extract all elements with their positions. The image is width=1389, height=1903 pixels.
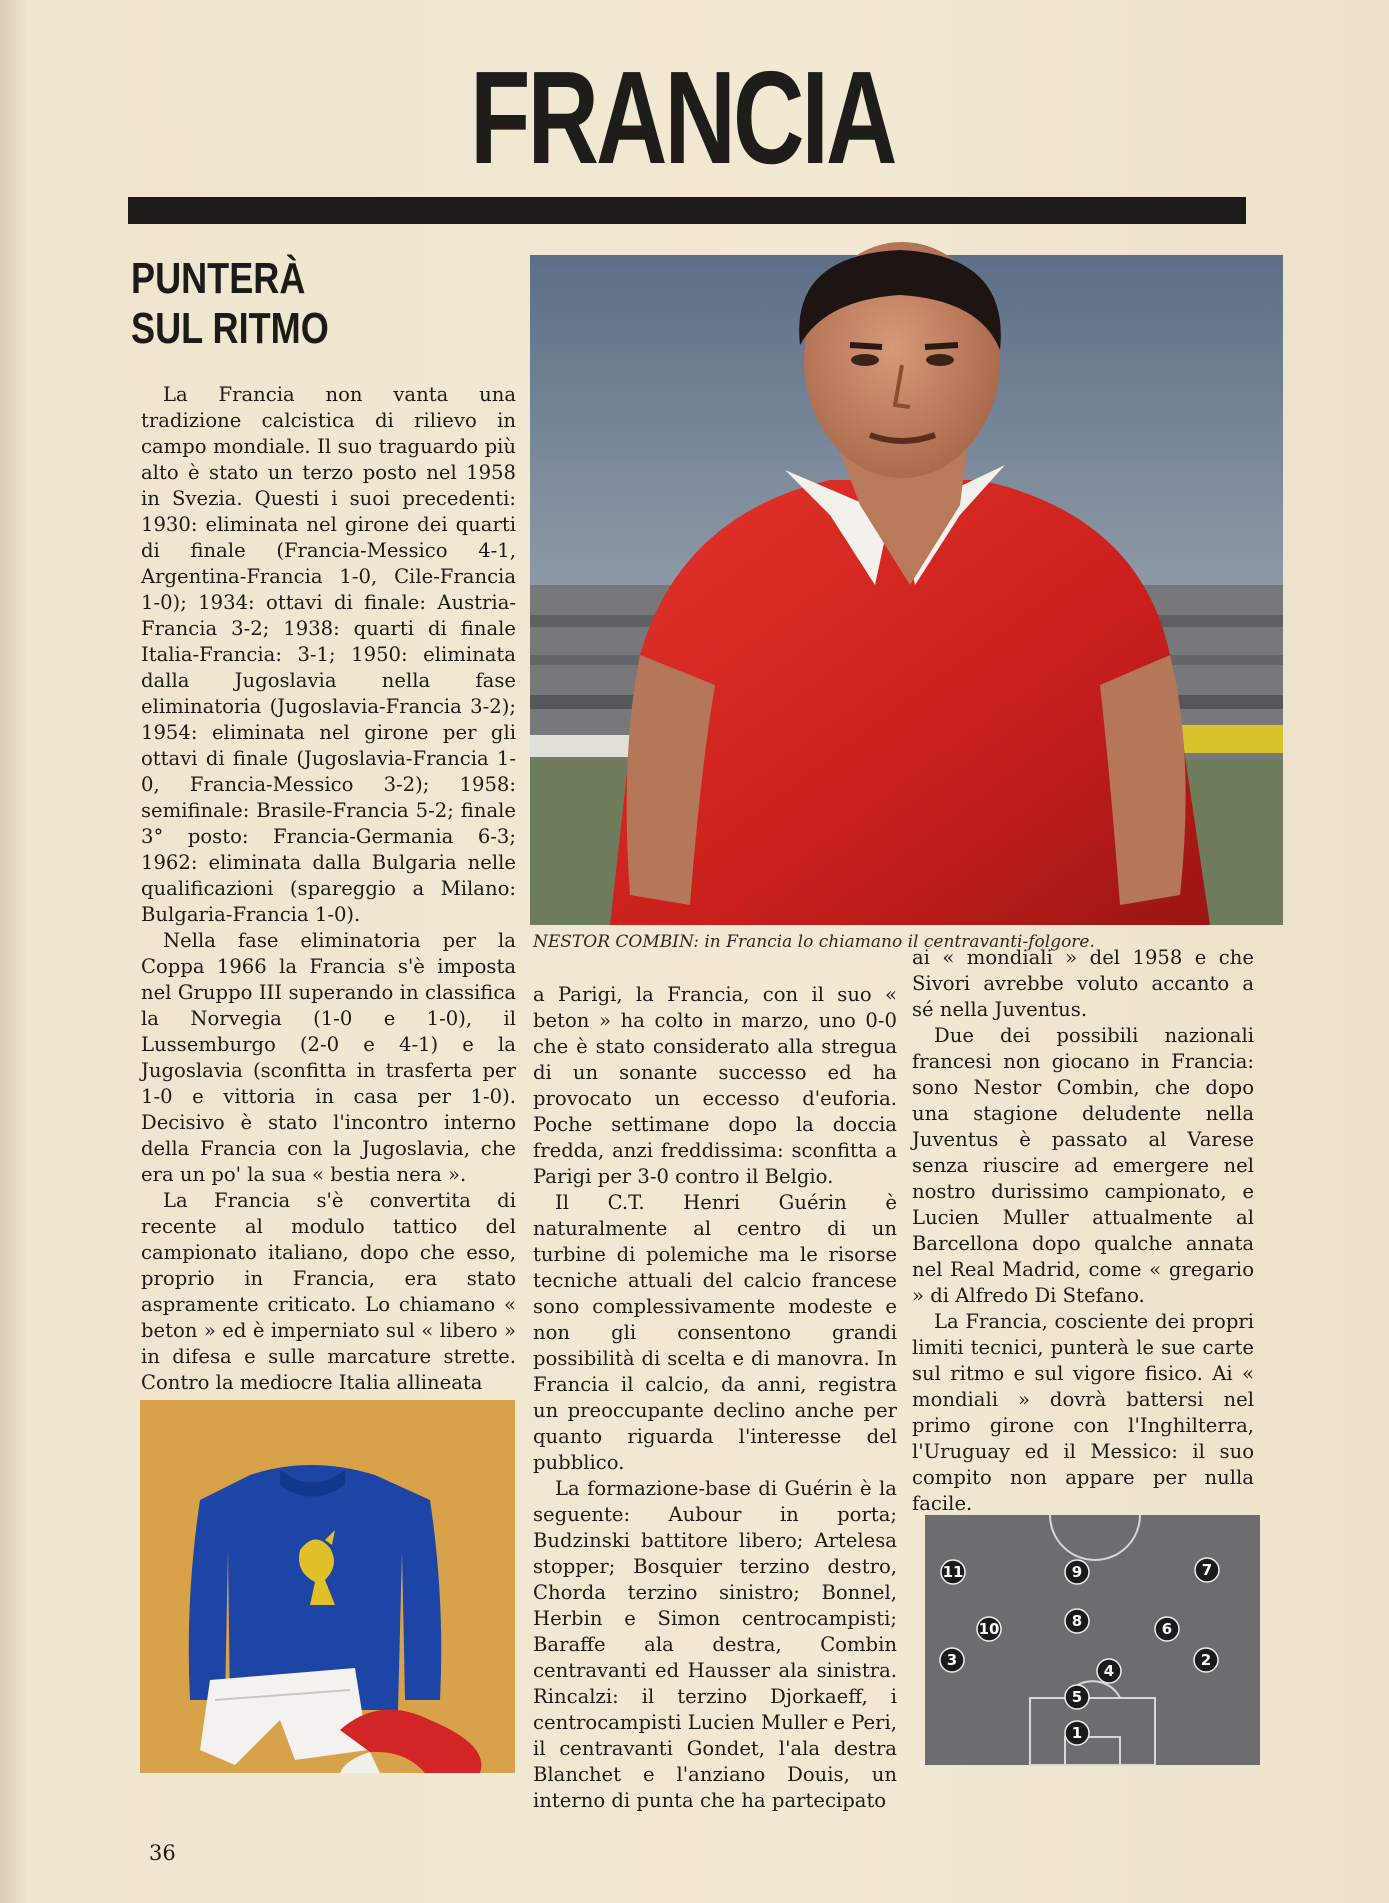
paragraph: a Parigi, la Francia, con il suo « beton » ha colto in marzo, uno 0-0 che è stato considerato alla stregua di un sonante successo ed ha provocato un eccesso d'euforia. Poche settimane dopo la doccia fredda, anzi freddissima: sconfitta a Parigi per 3-0 contro il Belgio. <box>533 983 897 1188</box>
paragraph: ai « mondiali » del 1958 e che Sivori avrebbe voluto accanto a sé nella Juventus. <box>912 946 1254 1021</box>
formation-player-1 <box>1065 1721 1089 1745</box>
formation-number: 5 <box>1071 1688 1083 1706</box>
formation-player-7 <box>1195 1558 1219 1582</box>
paragraph: Il C.T. Henri Guérin è naturalmente al centro di un turbine di polemiche ma le risorse tecniche attuali del calcio francese sono complessivamente modeste e non gli consentono grandi possibilità di scelta e di manovra. In Francia il calcio, da anni, registra un preoccupante declino anche per quanto riguarda l'interesse del pubblico. <box>533 1191 897 1474</box>
headline-line-1: PUNTERÀ <box>131 254 306 303</box>
paragraph: La formazione-base di Guérin è la seguente: Aubour in porta; Budzinski battitore libero; Artelesa stopper; Bosquier terzino destro, Chorda terzino sinistro; Bonnel, Herbin e Simon centrocampisti; Baraffe ala destra, Combin centravanti ed Hausser ala sinistra. Rincalzi: il terzino Djorkaeff, i centrocampisti Lucien Muller e Peri, il centravanti Gondet, l'ala destra Blanchet e l'anziano Douis, un interno di punta che ha partecipato <box>533 1477 897 1812</box>
formation-number: 2 <box>1200 1651 1212 1669</box>
paragraph: La Francia non vanta una tradizione calcistica di rilievo in campo mondiale. Il suo traguardo più alto è stato un terzo posto nel 1958 in Svezia. Questi i suoi precedenti: 1930: eliminata nel girone dei quarti di finale (Francia-Messico 4-1, Argentina-Francia 1-0, Cile-Francia 1-0); 1934: ottavi di finale: Austria-Francia 3-2; 1938: quarti di finale Italia-Francia: 3-1; 1950: eliminata dalla Jugoslavia nella fase eliminatoria (Jugoslavia-Francia 3-2); 1954: eliminata nel girone per gli ottavi di finale (Jugoslavia-Francia 1-0, Francia-Messico 3-2); 1958: semifinale: Brasile-Francia 5-2; finale 3° posto: Francia-Germania 6-3; 1962: eliminata dalla Bulgaria nelle qualificazioni (spareggio a Milano: Bulgaria-Francia 1-0). <box>141 383 516 926</box>
paragraph: La Francia s'è convertita di recente al modulo tattico del campionato italiano, dopo che esso, proprio in Francia, era stato aspramente criticato. Lo chiamano « beton » ed è imperniato sul « libero » in difesa e sulle marcature strette. Contro la mediocre Italia allineata <box>141 1189 516 1394</box>
kit-illustration-drawing <box>140 1400 515 1773</box>
paragraph: Due dei possibili nazionali francesi non giocano in Francia: sono Nestor Combin, che dopo una stagione deludente nella Juventus è passato al Varese senza riuscire ad emergere nel nostro durissimo campionato, e Lucien Muller attualmente al Barcellona dopo qualche annata nel Real Madrid, come « gregario » di Alfredo Di Stefano. <box>912 1024 1254 1307</box>
formation-player-10 <box>977 1617 1001 1641</box>
formation-player-6 <box>1155 1617 1179 1641</box>
kit-illustration <box>140 1400 515 1773</box>
formation-number: 11 <box>942 1563 964 1581</box>
player-photo-illustration <box>530 255 1283 925</box>
text-column-1 <box>141 382 516 1392</box>
formation-number: 8 <box>1071 1612 1083 1630</box>
formation-number: 1 <box>1071 1724 1083 1742</box>
title-rule <box>128 197 1246 224</box>
paragraph: Nella fase eliminatoria per la Coppa 1966 la Francia s'è imposta nel Gruppo III superando in classifica la Norvegia (1-0 e 1-0), il Lussemburgo (2-0 e 4-1) e la Jugoslavia (sconfitta in trasferta per 1-0 e vittoria in casa per 1-0). Decisivo è stato l'incontro interno della Francia con la Jugoslavia, che era un po' la sua « bestia nera ». <box>141 929 516 1186</box>
article-headline <box>131 254 377 354</box>
formation-number: 4 <box>1103 1662 1115 1680</box>
formation-number: 7 <box>1201 1561 1213 1579</box>
formation-number: 3 <box>946 1651 958 1669</box>
formation-pitch <box>925 1515 1260 1765</box>
formation-player-11 <box>941 1560 965 1584</box>
formation-player-3 <box>940 1648 964 1672</box>
text-column-3 <box>912 945 1254 1515</box>
page-title: FRANCIA <box>470 44 895 191</box>
formation-player-4 <box>1097 1659 1121 1683</box>
formation-number: 10 <box>978 1620 1000 1638</box>
formation-number: 6 <box>1161 1620 1173 1638</box>
text-column-2 <box>533 982 897 1812</box>
formation-player-2 <box>1194 1648 1218 1672</box>
page-number: 36 <box>149 1841 176 1865</box>
formation-diagram <box>925 1515 1260 1765</box>
headline-line-2: SUL RITMO <box>131 304 329 353</box>
photo-caption: NESTOR COMBIN: in Francia lo chiamano il centravanti-folgore. <box>533 932 1095 952</box>
paragraph: La Francia, cosciente dei propri limiti tecnici, punterà le sue carte sul ritmo e sul vigore fisico. Ai « mondiali » dovrà battersi nel primo girone con l'Inghilterra, l'Uruguay ed il Messico: il suo compito non appare per nulla facile. <box>912 1310 1254 1515</box>
formation-number: 9 <box>1071 1563 1083 1581</box>
formation-player-8 <box>1065 1609 1089 1633</box>
formation-player-9 <box>1065 1560 1089 1584</box>
formation-player-5 <box>1065 1685 1089 1709</box>
player-photo <box>530 255 1283 925</box>
